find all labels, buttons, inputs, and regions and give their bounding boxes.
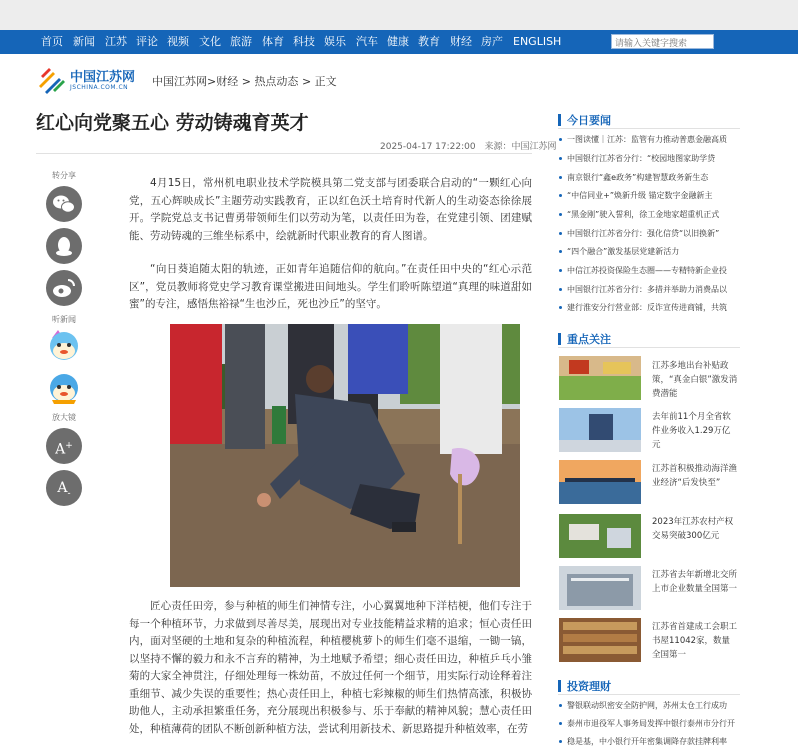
- focus-heading: 重点关注: [558, 331, 638, 349]
- focus-thumbnail-harbor[interactable]: [559, 460, 641, 504]
- today-news-item[interactable]: 中国银行江苏省分行：多措并举助力消费品以: [559, 284, 739, 295]
- nav-item-video[interactable]: 视频: [167, 35, 189, 48]
- article-source[interactable]: 中国江苏网: [511, 142, 557, 152]
- today-news-heading: 今日要闻: [558, 112, 638, 130]
- article-date: 2025-04-17 17:22:00: [380, 142, 476, 152]
- focus-caption[interactable]: 2023年江苏农村产权交易突破300亿元: [652, 517, 734, 541]
- nav-item-opinion[interactable]: 评论: [136, 35, 158, 48]
- share-label: 转分享: [52, 171, 76, 180]
- invest-heading: 投资理财: [558, 678, 638, 696]
- zoom-label: 放大镜: [52, 413, 76, 422]
- top-strip: [0, 0, 798, 30]
- article-paragraph: 4月15日，常州机电职业技术学院模具第二党支部与团委联合启动的“一颗红心向党，五心辉映成长”主题劳动实践教育，正以红色沃土培育时代新人的生动姿态徐徐展开。学院党总支书记曹勇带领师生们以劳动为笔，以责任田为卷，在党建引领、团建赋能、劳动铸魂的三维坐标系中，绘就新时代职业教育的育人图谱。: [129, 177, 532, 242]
- nav-item-entertainment[interactable]: 娱乐: [324, 35, 346, 48]
- nav-item-english[interactable]: ENGLISH: [513, 35, 562, 48]
- wechat-icon: [46, 186, 82, 222]
- rail-divider: [558, 347, 740, 348]
- source-label: 来源：: [484, 142, 512, 152]
- nav-item-health[interactable]: 健康: [387, 35, 409, 48]
- today-news-item[interactable]: “中信同业+”焕新升级 锚定数字金融新主: [559, 190, 739, 201]
- font-decrease-button[interactable]: [46, 470, 82, 506]
- logo-domain: JSCHINA.COM.CN: [70, 84, 129, 91]
- invest-news-item[interactable]: 警银联动织密安全防护网，苏州太仓工行成功: [559, 700, 739, 711]
- breadcrumb-site[interactable]: 中国江苏网: [152, 75, 207, 88]
- article-meta: [380, 139, 557, 152]
- today-news-item[interactable]: “黑金刚”驶入誓利，徐工金地家超重机正式: [559, 209, 739, 220]
- focus-caption[interactable]: 江苏多地出台补贴政策，“真金白银”激发消费潜能: [652, 361, 738, 399]
- focus-caption[interactable]: 江苏省去年新增北交所上市企业数量全国第一: [652, 570, 738, 594]
- focus-caption[interactable]: 江苏首积极推动海洋渔业经济“后发快至”: [652, 464, 738, 488]
- today-news-item[interactable]: 中信江苏投资保险生态圈——专精特新企业投: [559, 265, 739, 276]
- focus-thumbnail-village[interactable]: [559, 514, 641, 558]
- invest-news-item[interactable]: 泰州市退役军人事务局发挥中银行泰州市分行开: [559, 718, 739, 729]
- listen-mascot-male-button[interactable]: [44, 368, 84, 408]
- focus-thumbnail-grocery[interactable]: [559, 356, 641, 400]
- search-box[interactable]: [611, 34, 714, 49]
- listen-mascot-female-button[interactable]: [44, 326, 84, 366]
- logo-name: 中国江苏网: [70, 70, 136, 85]
- wechat-share-button[interactable]: [46, 186, 82, 222]
- weibo-share-button[interactable]: [46, 270, 82, 306]
- nav-item-travel[interactable]: 旅游: [230, 35, 252, 48]
- logo-mark-icon: [37, 62, 67, 96]
- article-photo: [170, 324, 520, 587]
- breadcrumb-section[interactable]: 财经: [216, 75, 239, 88]
- focus-caption[interactable]: 江苏省首建成工会职工书屋11042家，数量全国第一: [652, 622, 738, 660]
- nav-item-culture[interactable]: 文化: [199, 35, 221, 48]
- nav-item-jiangsu[interactable]: 江苏: [105, 35, 127, 48]
- nav-item-education[interactable]: 教育: [418, 35, 440, 48]
- breadcrumb-page: 正文: [314, 75, 337, 88]
- breadcrumb: [152, 73, 337, 89]
- nav-item-finance[interactable]: 财经: [450, 35, 472, 48]
- font-increase-button[interactable]: [46, 428, 82, 464]
- today-news-item[interactable]: 一图读懂｜江苏：监管有力推动普惠金融高质: [559, 134, 739, 145]
- focus-thumbnail-building[interactable]: [559, 566, 641, 610]
- today-news-item[interactable]: 南京银行“鑫e政务”构建智慧政务新生态: [559, 172, 739, 183]
- site-logo[interactable]: [37, 62, 137, 96]
- breadcrumb-sep: >: [301, 75, 312, 88]
- today-news-item[interactable]: “四个融合”激发基层党建新活力: [559, 246, 739, 257]
- focus-caption[interactable]: 去年前11个月全省软件业务收入1.29万亿元: [652, 412, 731, 450]
- nav-item-news[interactable]: 新闻: [73, 35, 95, 48]
- search-input[interactable]: [612, 38, 713, 51]
- today-news-item[interactable]: 中国银行江苏省分行：“校园地图家助学贷: [559, 153, 739, 164]
- nav-item-auto[interactable]: 汽车: [356, 35, 378, 48]
- focus-thumbnail-tower[interactable]: [559, 408, 641, 452]
- font-decrease-icon: $A_-$: [57, 480, 71, 499]
- today-news-item[interactable]: 中国银行江苏省分行：强化信贷“以旧换新”: [559, 228, 739, 239]
- mascot-female-icon: [44, 326, 84, 366]
- title-divider: [36, 153, 532, 154]
- qq-penguin-icon: [46, 228, 82, 264]
- font-increase-icon: A+: [55, 441, 73, 458]
- breadcrumb-sep: >: [207, 75, 217, 88]
- breadcrumb-sub[interactable]: 热点动态: [254, 75, 299, 88]
- breadcrumb-sep: >: [241, 75, 251, 88]
- focus-thumbnail-bookstore[interactable]: [559, 618, 641, 662]
- weibo-icon: [46, 270, 82, 306]
- nav-item-realestate[interactable]: 房产: [481, 35, 503, 48]
- nav-item-home[interactable]: 首页: [41, 35, 63, 48]
- article-title: 红心向党聚五心 劳动铸魂育英才: [36, 112, 309, 134]
- qq-share-button[interactable]: [46, 228, 82, 264]
- article-paragraph: “向日葵追随太阳的轨迹，正如青年追随信仰的航向。”在责任田中央的“红心示范区”，党员教师将党史学习教育课堂搬进田间地头。学生们聆听陈望道“真理的味道甜如蜜”的专注，感悟焦裕禄“生也沙丘，死也沙丘”的坚守。: [129, 263, 532, 310]
- invest-news-item[interactable]: 稳是基，中小银行开年密集调降存款挂牌利率: [559, 736, 739, 747]
- mascot-male-icon: [44, 368, 84, 408]
- article-paragraph: 匠心责任田旁，参与种植的师生们神情专注，小心翼翼地种下洋桔梗，他们专注于每一个种植环节，力求做到尽善尽美，展现出对专业技能精益求精的追求；恒心责任田内，面对坚硬的土地和复杂的种植流程，种植樱桃萝卜的师生们毫不退缩，一锄一镐，以坚持不懈的毅力和永不言弃的精神，为土地赋予希望；细心责任田边，种植乒乓小雏菊的大家全神贯注，仔细处理每一株幼苗，不放过任何一个细节，用实际行动诠释着注重细节、减少失误的重要性；热心责任田上，种植七彩辣椒的师生们热情高涨，积极协助他人，主动承担繁重任务，充分展现出积极参与、乐于奉献的精神风貌；慧心责任田处，种植薄荷的团队不断创新种植方法，尝试利用新技术、新思路提升种植效率，在劳: [129, 600, 532, 735]
- rail-divider: [558, 128, 740, 129]
- nav-item-sports[interactable]: 体育: [262, 35, 284, 48]
- nav-item-tech[interactable]: 科技: [293, 35, 315, 48]
- rail-divider: [558, 694, 740, 695]
- listen-label: 听新闻: [52, 315, 76, 324]
- today-news-item[interactable]: 建行淮安分行营业部：反诈宣传进商铺，共筑: [559, 302, 739, 313]
